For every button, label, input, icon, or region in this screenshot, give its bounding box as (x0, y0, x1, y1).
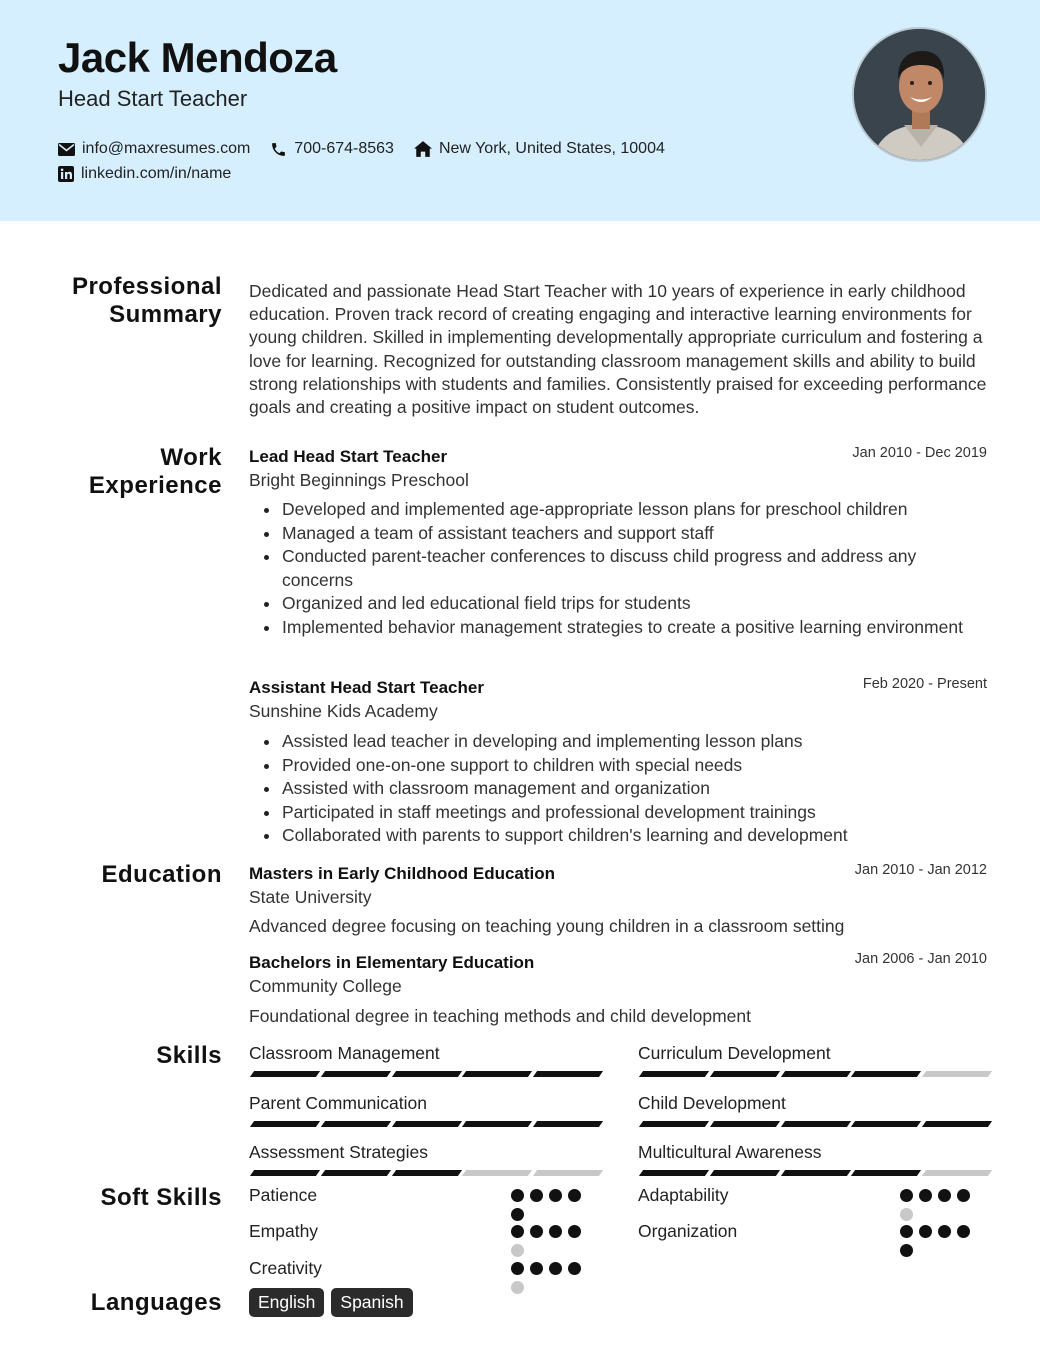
skill-level-segment (321, 1071, 391, 1077)
rating-dot (568, 1189, 581, 1202)
soft-skill-name: Patience (249, 1185, 318, 1205)
rating-dot (900, 1244, 913, 1257)
education-description: Advanced degree focusing on teaching young children in a classroom setting (249, 916, 845, 936)
skill-level-segment (922, 1121, 992, 1127)
contact-location (414, 140, 665, 158)
skill-level-segment (250, 1121, 320, 1127)
skill-level-segment (710, 1071, 780, 1077)
contact-row-primary (58, 140, 685, 158)
rating-dot (511, 1262, 524, 1275)
soft-skill-rating (511, 1189, 591, 1227)
summary-text: Dedicated and passionate Head Start Teacher with 10 years of experience in early childhood education. Proven track record of creating engaging and interactive learning environments for young children. Skilled in implementing developmentally appropriate curriculum and fostering a love for learning. Recognized for outstanding classroom management skills and ability to build strong relationships with students and families. Consistently praised for exceeding performance goals and creating a positive impact on student outcomes. (249, 281, 987, 418)
job-bullet: Conducted parent-teacher conferences to discuss child progress and address any concerns (262, 545, 992, 592)
contact-phone[interactable] (270, 140, 394, 158)
language-chip: English (249, 1288, 324, 1317)
skill-level-bar (641, 1071, 990, 1077)
section-label-work (89, 444, 222, 500)
linkedin-text: linkedin.com/in/name (81, 165, 232, 182)
skill-level-segment (780, 1071, 850, 1077)
rating-dot (511, 1244, 524, 1257)
skill-level-segment (533, 1121, 603, 1127)
rating-dot (919, 1189, 932, 1202)
skill-level-segment (710, 1170, 780, 1176)
job-date: Feb 2020 - Present (862, 676, 987, 692)
job-title: Lead Head Start Teacher (249, 447, 448, 466)
skill-level-segment (391, 1170, 461, 1176)
phone-icon (270, 141, 287, 158)
rating-dot (549, 1189, 562, 1202)
skill-level-segment (922, 1170, 992, 1176)
profile-photo (852, 27, 987, 162)
skill-name: Multicultural Awareness (638, 1142, 822, 1162)
job-bullet: Developed and implemented age-appropriate lesson plans for preschool children (262, 498, 992, 522)
skill-level-bar (641, 1121, 990, 1127)
skill-level-segment (533, 1071, 603, 1077)
job-bullets (262, 730, 992, 848)
email-text: info@maxresumes.com (82, 140, 251, 157)
skill-level-segment (780, 1121, 850, 1127)
resume-header (0, 0, 1040, 221)
rating-dot (957, 1189, 970, 1202)
home-icon (414, 141, 432, 157)
skill-name: Classroom Management (249, 1043, 440, 1063)
job-organization: Bright Beginnings Preschool (249, 470, 469, 490)
rating-dot (938, 1225, 951, 1238)
section-label-languages: Languages (90, 1289, 222, 1316)
skill-level-segment (391, 1121, 461, 1127)
section-label-soft-skills: Soft Skills (100, 1184, 222, 1211)
skill-name: Assessment Strategies (249, 1142, 428, 1162)
job-bullets (262, 498, 992, 640)
language-list (249, 1288, 420, 1317)
rating-dot (549, 1262, 562, 1275)
skill-level-segment (321, 1170, 391, 1176)
skill-name: Child Development (638, 1093, 786, 1113)
skill-level-segment (639, 1071, 709, 1077)
contact-linkedin[interactable] (58, 165, 231, 183)
rating-dot (957, 1225, 970, 1238)
skill-level-segment (250, 1071, 320, 1077)
education-school: State University (249, 887, 372, 907)
education-description: Foundational degree in teaching methods and child development (249, 1006, 752, 1026)
language-chip: Spanish (331, 1288, 412, 1317)
section-label-skills: Skills (156, 1042, 222, 1069)
skill-name: Parent Communication (249, 1093, 427, 1113)
skill-level-segment (462, 1170, 532, 1176)
education-degree: Bachelors in Elementary Education (249, 953, 535, 972)
education-degree: Masters in Early Childhood Education (249, 864, 556, 883)
job-bullet: Participated in staff meetings and professional development trainings (262, 801, 992, 825)
job-bullet: Provided one-on-one support to children with special needs (262, 754, 992, 778)
rating-dot (568, 1262, 581, 1275)
rating-dot (900, 1225, 913, 1238)
skill-level-segment (780, 1170, 850, 1176)
soft-skill-name: Organization (638, 1221, 738, 1241)
candidate-title: Head Start Teacher (58, 86, 248, 111)
rating-dot (549, 1225, 562, 1238)
skill-level-segment (639, 1170, 709, 1176)
job-bullet: Assisted with classroom management and organization (262, 777, 992, 801)
job-date: Jan 2010 - Dec 2019 (852, 445, 987, 461)
skill-level-segment (462, 1121, 532, 1127)
rating-dot (511, 1208, 524, 1221)
rating-dot (511, 1225, 524, 1238)
skill-level-segment (851, 1121, 921, 1127)
job-bullet: Collaborated with parents to support children's learning and development (262, 824, 992, 848)
envelope-icon (58, 143, 75, 156)
soft-skill-name: Adaptability (638, 1185, 729, 1205)
section-label-education: Education (101, 861, 222, 888)
skill-level-bar (252, 1121, 601, 1127)
rating-dot (530, 1189, 543, 1202)
soft-skill-rating (900, 1225, 980, 1263)
skill-level-bar (641, 1170, 990, 1176)
soft-skill-name: Empathy (249, 1221, 319, 1241)
skill-name: Curriculum Development (638, 1043, 831, 1063)
contact-email[interactable] (58, 140, 250, 158)
soft-skill-rating (511, 1262, 591, 1300)
skill-level-segment (462, 1071, 532, 1077)
rating-dot (938, 1189, 951, 1202)
section-label-summary-line2: Summary (109, 301, 222, 328)
rating-dot (511, 1281, 524, 1294)
skill-level-segment (922, 1071, 992, 1077)
profile-portrait-icon (854, 29, 987, 162)
education-date: Jan 2010 - Jan 2012 (854, 862, 987, 878)
candidate-name: Jack Mendoza (58, 34, 337, 81)
skill-level-segment (710, 1121, 780, 1127)
contact-row-secondary (58, 165, 251, 183)
skill-level-segment (533, 1170, 603, 1176)
job-bullet: Organized and led educational field trips for students (262, 592, 992, 616)
rating-dot (511, 1189, 524, 1202)
rating-dot (900, 1189, 913, 1202)
skill-level-bar (252, 1071, 601, 1077)
linkedin-icon (58, 166, 74, 182)
soft-skill-name: Creativity (249, 1258, 322, 1278)
section-label-work-line2: Experience (88, 472, 222, 499)
location-text: New York, United States, 10004 (438, 140, 665, 157)
education-date: Jan 2006 - Jan 2010 (854, 951, 987, 967)
education-school: Community College (249, 976, 402, 996)
job-organization: Sunshine Kids Academy (249, 701, 438, 721)
rating-dot (568, 1225, 581, 1238)
job-title: Assistant Head Start Teacher (249, 678, 484, 697)
skill-level-segment (391, 1071, 461, 1077)
skill-level-segment (321, 1121, 391, 1127)
skill-level-segment (639, 1121, 709, 1127)
soft-skill-rating (900, 1189, 980, 1227)
job-bullet: Assisted lead teacher in developing and implementing lesson plans (262, 730, 992, 754)
phone-text: 700-674-8563 (294, 140, 394, 157)
section-label-summary (72, 273, 222, 329)
skill-level-bar (252, 1170, 601, 1176)
skill-level-segment (250, 1170, 320, 1176)
section-label-work-line1: Work (160, 444, 222, 471)
section-label-summary-line1: Professional (71, 273, 222, 300)
soft-skill-rating (511, 1225, 591, 1263)
rating-dot (530, 1262, 543, 1275)
job-bullet: Managed a team of assistant teachers and support staff (262, 522, 992, 546)
skill-level-segment (851, 1170, 921, 1176)
skill-level-segment (851, 1071, 921, 1077)
rating-dot (900, 1208, 913, 1221)
job-bullet: Implemented behavior management strategies to create a positive learning environment (262, 616, 992, 640)
rating-dot (919, 1225, 932, 1238)
rating-dot (530, 1225, 543, 1238)
